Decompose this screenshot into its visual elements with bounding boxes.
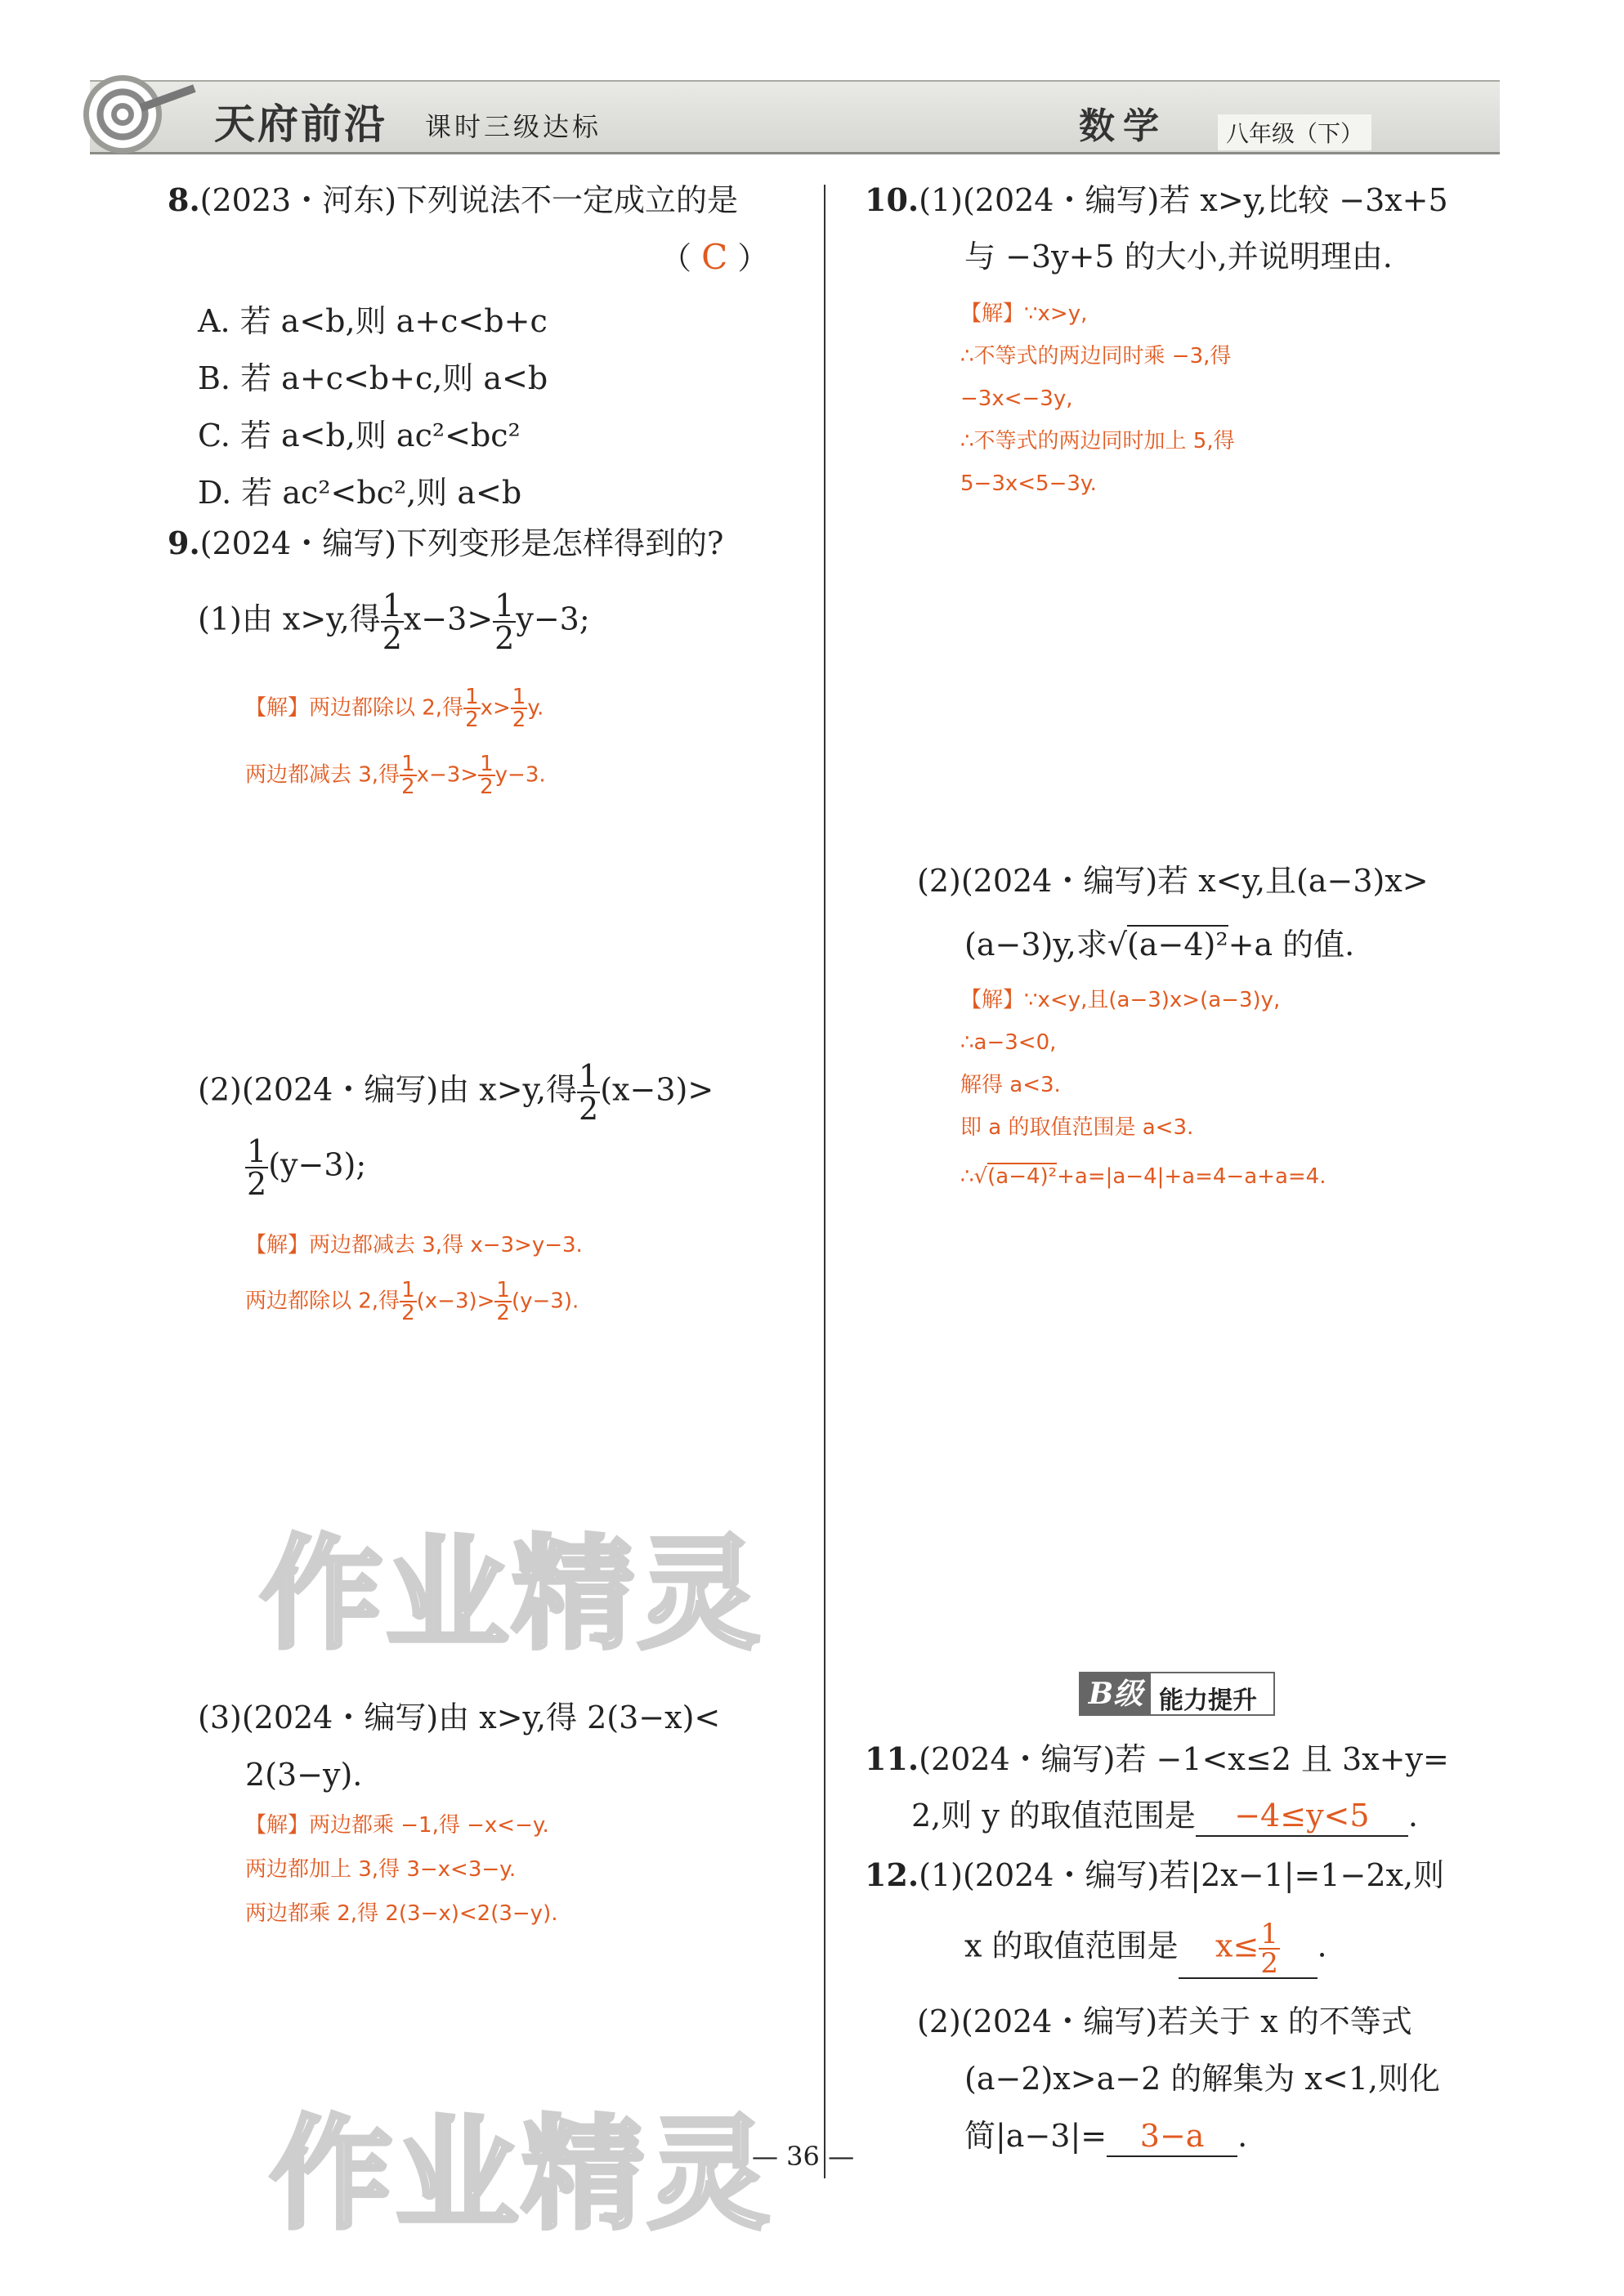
grade-label: 八年级（下）	[1218, 114, 1371, 150]
level-letter: B级	[1080, 1673, 1151, 1714]
question-11-line2	[911, 1798, 1418, 1837]
question-number: 11.	[865, 1740, 919, 1777]
solution-line: 解得 a<3.	[960, 1073, 1061, 1097]
sqrt-sign: √	[973, 1164, 988, 1189]
solution-line: −3x<−3y,	[960, 386, 1073, 411]
fraction	[381, 587, 404, 656]
question-8-stem	[168, 181, 738, 220]
q10-part2-line2	[964, 927, 1354, 964]
part-text: +a 的值.	[1228, 927, 1355, 963]
q9-part1	[198, 587, 590, 656]
numerator: 1	[480, 752, 494, 776]
fraction	[577, 1058, 600, 1127]
subject-label: 数学	[1079, 105, 1167, 147]
sqrt-sign: √	[1107, 927, 1128, 963]
watermark: 作业精灵	[260, 1524, 764, 1666]
answer-blank: −4≤y<5	[1196, 1798, 1408, 1837]
solution-line: 【解】两边都减去 3,得 x−3>y−3.	[245, 1233, 583, 1257]
page-number: — 36 —	[752, 2141, 855, 2172]
solution-text: +a=|a−4|+a=4−a+a=4.	[1057, 1164, 1326, 1189]
denominator: 2	[496, 1301, 510, 1325]
option-a: A. 若 a<b,则 a+c<b+c	[198, 303, 548, 339]
part-text: .	[1407, 1798, 1418, 1834]
numerator: 1	[1260, 1918, 1278, 1950]
answer-blank	[1179, 1920, 1318, 1979]
solution-text: x−3>	[416, 762, 479, 788]
q12-part2-line3	[964, 2118, 1247, 2157]
solution-line: ∴不等式的两边同时加上 5,得	[960, 429, 1235, 453]
question-11-line1	[865, 1740, 1449, 1779]
denominator: 2	[401, 775, 415, 799]
answer-bracket: （ C ）	[660, 237, 769, 277]
part-text: (1)由 x>y,得	[198, 601, 381, 637]
numerator: 1	[247, 1133, 267, 1169]
fraction	[400, 1280, 417, 1324]
question-10-line1	[865, 181, 1448, 220]
part-text: y−3;	[516, 601, 590, 637]
question-text: (2024・编写)下列变形是怎样得到的?	[199, 525, 724, 561]
numerator: 1	[512, 685, 526, 709]
question-12-line1	[865, 1856, 1444, 1895]
fraction	[245, 1133, 268, 1202]
radicand: (a−4)²	[1127, 927, 1228, 963]
solution-line	[245, 686, 544, 730]
numerator: 1	[401, 752, 415, 776]
solution-line	[245, 1280, 579, 1324]
question-text: (1)(2024・编写)若 x>y,比较 −3x+5	[919, 182, 1448, 218]
solution-text: 两边都减去 3,得	[245, 762, 400, 788]
series-title: 课时三级达标	[425, 111, 602, 142]
solution-line: 两边都乘 2,得 2(3−x)<2(3−y).	[245, 1901, 558, 1926]
numerator: 1	[382, 587, 402, 623]
numerator: 1	[401, 1278, 415, 1302]
answer-text: x≤	[1215, 1927, 1259, 1964]
q12-part2-line1: (2)(2024・编写)若关于 x 的不等式	[917, 2003, 1412, 2039]
question-12-line2	[964, 1920, 1327, 1979]
brand-logo-text: 天府前沿	[214, 101, 387, 148]
question-text: (2024・编写)若 −1<x≤2 且 3x+y=	[919, 1741, 1449, 1777]
option-d: D. 若 ac²<bc²,则 a<b	[198, 475, 522, 511]
denominator: 2	[401, 1301, 415, 1325]
solution-line: 即 a 的取值范围是 a<3.	[960, 1115, 1194, 1140]
solution-text: y−3.	[494, 762, 546, 788]
fraction	[400, 753, 417, 797]
solution-line: 【解】∵x<y,且(a−3)x>(a−3)y,	[960, 988, 1281, 1012]
option-c: C. 若 a<b,则 ac²<bc²	[198, 418, 521, 453]
question-10-line2: 与 −3y+5 的大小,并说明理由.	[964, 239, 1393, 275]
solution-line: 5−3x<5−3y.	[960, 471, 1097, 496]
part-text: x 的取值范围是	[964, 1927, 1179, 1964]
part-text: 2,则 y 的取值范围是	[911, 1798, 1196, 1834]
denominator: 2	[382, 620, 402, 656]
numerator: 1	[496, 1278, 510, 1302]
q9-part2	[198, 1058, 714, 1127]
fraction	[494, 1280, 512, 1324]
target-icon	[83, 75, 162, 154]
answer-choice: C	[701, 237, 728, 277]
solution-line	[245, 753, 546, 797]
part-text: (a−3)y,求	[964, 927, 1107, 963]
part-text: (2)(2024・编写)由 x>y,得	[198, 1071, 578, 1108]
question-number: 9.	[168, 525, 200, 561]
part-text: .	[1317, 1927, 1327, 1964]
solution-line: 【解】∵x>y,	[960, 302, 1088, 326]
part-text: 简|a−3|=	[964, 2118, 1107, 2154]
part-text: .	[1237, 2118, 1248, 2154]
solution-text: x>	[480, 695, 511, 721]
solution-line: ∴a−3<0,	[960, 1030, 1057, 1055]
solution-text: y.	[527, 695, 544, 721]
solution-text: 两边都除以 2,得	[245, 1289, 400, 1314]
radicand: (a−4)²	[987, 1164, 1058, 1189]
part-text: (x−3)>	[600, 1071, 714, 1108]
solution-text: (y−3).	[511, 1289, 579, 1314]
q9-part2-cont	[245, 1133, 367, 1202]
solution-line: ∴不等式的两边同时乘 −3,得	[960, 344, 1232, 369]
fraction	[511, 686, 528, 730]
denominator: 2	[480, 775, 494, 799]
numerator: 1	[579, 1058, 599, 1094]
denominator: 2	[494, 620, 515, 656]
question-number: 8.	[168, 181, 200, 218]
fraction	[493, 587, 516, 656]
solution-line	[960, 1164, 1326, 1191]
solution-text: 【解】两边都除以 2,得	[245, 695, 464, 721]
watermark: 作业精灵	[270, 2104, 774, 2246]
numerator: 1	[465, 685, 479, 709]
denominator: 2	[465, 708, 479, 732]
q12-part2-line2: (a−2)x>a−2 的解集为 x<1,则化	[964, 2061, 1440, 2097]
denominator: 2	[1260, 1947, 1278, 1980]
part-text: x−3>	[403, 601, 494, 637]
solution-text: (x−3)>	[416, 1289, 495, 1314]
fraction	[1259, 1918, 1280, 1980]
part-text: (y−3);	[268, 1146, 367, 1183]
question-text: (1)(2024・编写)若|2x−1|=1−2x,则	[919, 1857, 1445, 1893]
column-divider	[824, 185, 825, 2178]
question-9-stem	[168, 525, 723, 563]
option-b: B. 若 a+c<b+c,则 a<b	[198, 360, 548, 396]
denominator: 2	[512, 708, 526, 732]
level-badge	[1079, 1672, 1275, 1716]
question-text: (2023・河东)下列说法不一定成立的是	[199, 182, 739, 218]
solution-text: ∴	[960, 1164, 974, 1189]
denominator: 2	[579, 1091, 599, 1127]
fraction	[463, 686, 481, 730]
numerator: 1	[494, 587, 515, 623]
q10-part2-line1: (2)(2024・编写)若 x<y,且(a−3)x>	[917, 863, 1429, 899]
question-number: 12.	[865, 1856, 919, 1893]
level-text: 能力提升	[1159, 1686, 1257, 1715]
q9-part3-line2: 2(3−y).	[245, 1757, 363, 1793]
fraction	[478, 753, 495, 797]
solution-line: 【解】两边都乘 −1,得 −x<−y.	[245, 1813, 549, 1838]
solution-line: 两边都加上 3,得 3−x<3−y.	[245, 1857, 517, 1882]
q9-part3-line1: (3)(2024・编写)由 x>y,得 2(3−x)<	[198, 1700, 721, 1735]
answer-blank: 3−a	[1107, 2118, 1237, 2157]
question-number: 10.	[865, 181, 919, 218]
denominator: 2	[247, 1166, 267, 1202]
